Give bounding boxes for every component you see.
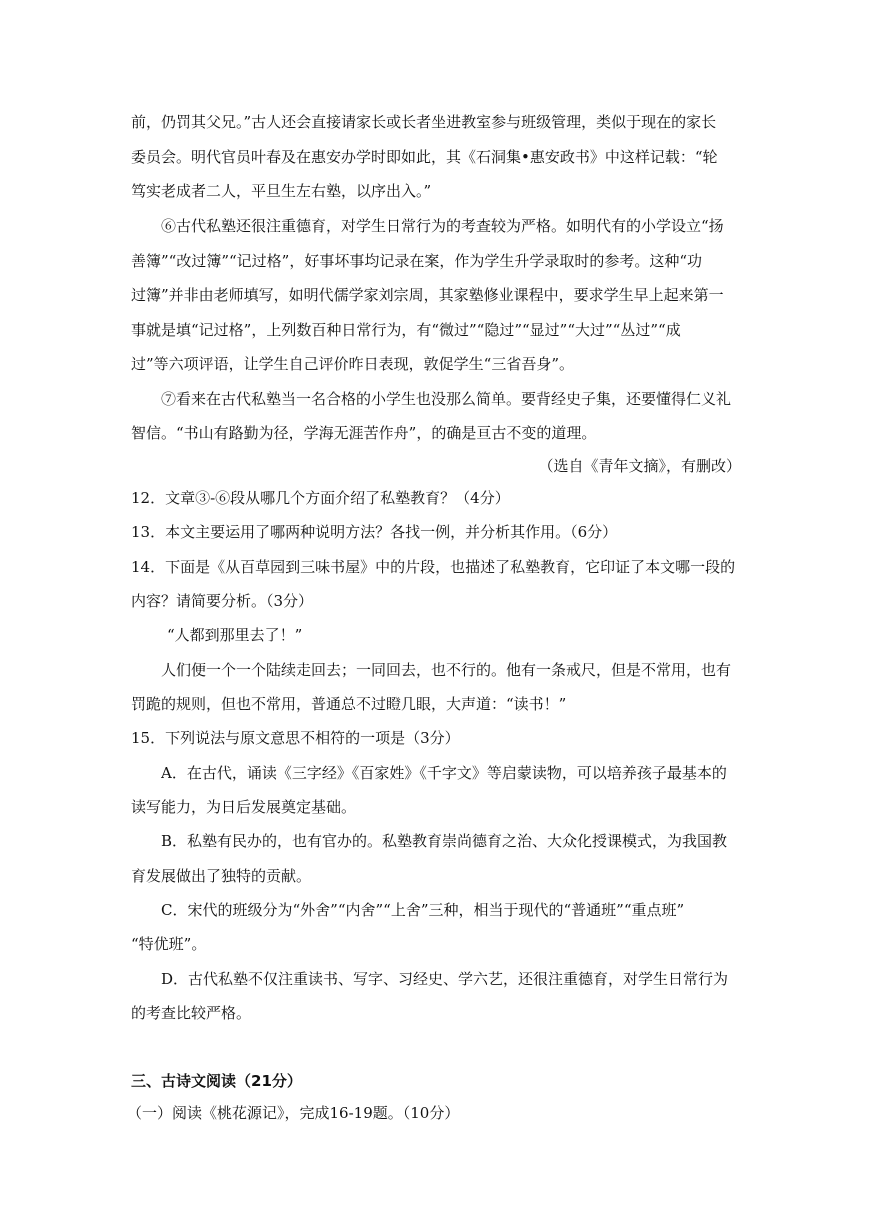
option-c-line1: C．宋代的班级分为“外舍”“内舍”“上舍”三种，相当于现代的“普通班”“重点班” [161,901,685,919]
option-a-line1: A．在古代，诵读《三字经》《百家姓》《千字文》等启蒙读物，可以培养孩子最基本的 [161,764,727,782]
question-14-line2: 内容？请简要分析。（3分） [131,592,314,610]
question-14-quote1: “人都到那里去了！” [167,626,303,644]
option-d-line2: 的考查比较严格。 [131,1004,252,1022]
question-14-quote2-line2: 罚跪的规则，但也不常用，普通总不过瞪几眼，大声道：“读书！” [131,695,567,713]
question-13: 13．本文主要运用了哪两种说明方法？各找一例，并分析其作用。（6分） [131,523,618,541]
option-a-line2: 读写能力，为日后发展奠定基础。 [131,798,357,816]
article-p7-line1: ⑦看来在古代私塾当一名合格的小学生也没那么简单。要背经史子集，还要懂得仁义礼 [161,390,732,408]
option-d-line1: D．古代私塾不仅注重读书、写字、习经史、学六艺，还很注重德育，对学生日常行为 [161,970,729,988]
article-p6-line3: 过簿”并非由老师填写，如明代儒学家刘宗周，其家塾修业课程中，要求学生早上起来第一 [131,286,724,304]
article-p6-line4: 事就是填“记过格”，上列数百种日常行为，有“微过”“隐过”“显过”“大过”“丛过”“成 [131,321,681,339]
section-subheading: （一）阅读《桃花源记》，完成16-19题。（10分） [127,1104,460,1122]
option-b-line1: B．私塾有民办的，也有官办的。私塾教育崇尚德育之治、大众化授课模式，为我国教 [161,832,728,850]
article-p5-line1: 前，仍罚其父兄。”古人还会直接请家长或长者坐进教室参与班级管理，类似于现在的家长 [131,113,717,131]
article-p5-line2: 委员会。明代官员叶春及在惠安办学时即如此，其《石洞集•惠安政书》中这样记载：“轮 [131,148,718,166]
article-p6-line2: 善簿”“改过簿”“记过格”，好事坏事均记录在案，作为学生升学录取时的参考。这种“功 [131,252,703,270]
article-p5-line3: 笃实老成者二人，平旦生左右塾，以序出入。” [131,182,432,200]
option-b-line2: 育发展做出了独特的贡献。 [131,867,312,885]
question-14-line1: 14．下面是《从百草园到三味书屋》中的片段，也描述了私塾教育，它印证了本文哪一段的 [131,558,736,576]
article-source: （选自《青年文摘》，有删改） [538,457,741,475]
section-heading: 三、古诗文阅读（21分） [131,1072,302,1090]
question-15: 15．下列说法与原文意思不相符的一项是（3分） [131,729,460,747]
article-p6-line5: 过”等六项评语，让学生自己评价昨日表现，敦促学生“三省吾身”。 [131,355,575,373]
option-c-line2: “特优班”。 [131,935,207,953]
article-p6-line1: ⑥古代私塾还很注重德育，对学生日常行为的考查较为严格。如明代有的小学设立“扬 [161,217,724,235]
article-p7-line2: 智信。“书山有路勤为径，学海无涯苦作舟”，的确是亘古不变的道理。 [131,424,597,442]
question-12: 12．文章③-⑥段从哪几个方面介绍了私塾教育？（4分） [131,489,510,507]
question-14-quote2-line1: 人们便一个一个陆续走回去；一同回去，也不行的。他有一条戒尺，但是不常用，也有 [161,661,732,679]
